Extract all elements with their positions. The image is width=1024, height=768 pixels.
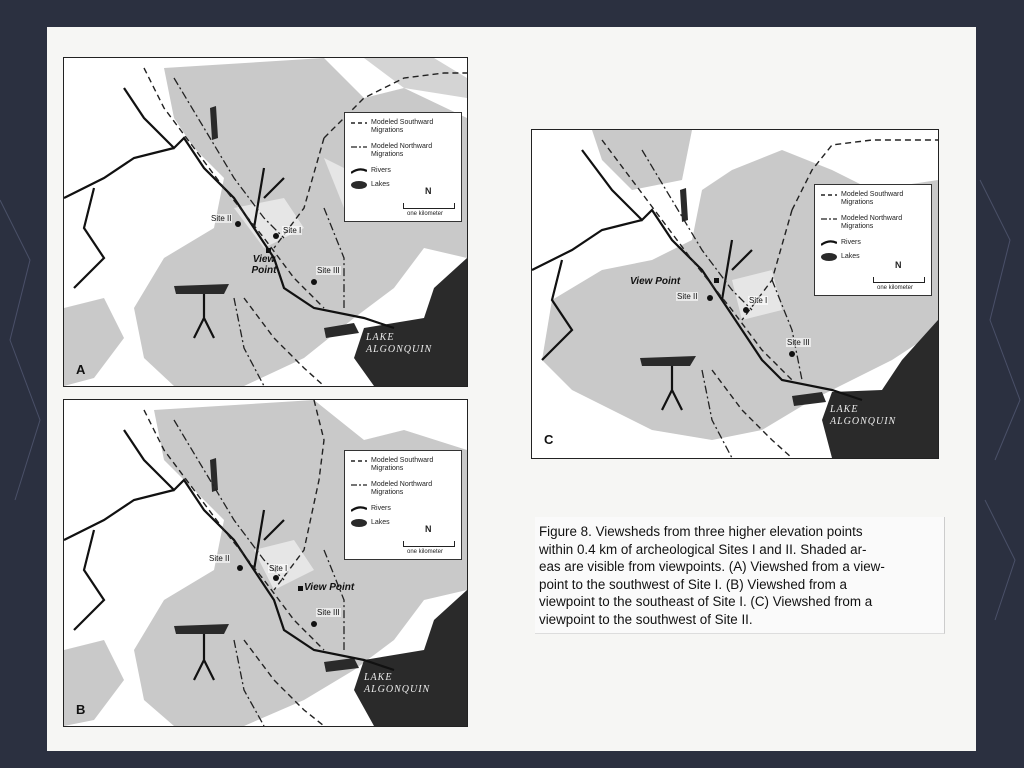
southward-line-icon [821,191,837,199]
caption-line-1: Figure 8. Viewsheds from three higher elevation points [539,524,863,539]
site-ii-marker-c [707,295,713,301]
river-line-icon [821,239,837,247]
lake-swatch-icon [351,519,367,527]
legend-lakes-a: Lakes [351,181,451,189]
caption-line-3: eas are visible from viewpoints. (A) Viewshed from a view- [539,559,885,575]
view-point-marker-a [266,248,271,253]
scale-bar [873,277,925,283]
scale-label-a: one kilometer [407,211,444,217]
scale-label-b: one kilometer [407,549,444,555]
figure-caption [535,517,945,634]
river-line-icon [351,505,367,513]
legend-rivers-a: Rivers [351,167,451,175]
site-ii-label-a: Site II [211,214,232,223]
view-point-label-a: View Point [251,254,277,276]
scale-label-c: one kilometer [877,285,914,291]
panel-letter-a: A [76,362,86,377]
site-i-marker-a [273,233,279,239]
legend-c [814,184,932,296]
legend-lakes-c: Lakes [821,253,921,261]
site-ii-marker-a [235,221,241,227]
legend-lakes-b: Lakes [351,519,451,527]
site-i-label-c: Site I [749,296,768,305]
view-point-label-c: View Point [630,276,681,287]
caption-line-6: viewpoint to the southwest of Site II. [539,611,753,627]
river-line-icon [351,167,367,175]
site-i-label-a: Site I [283,226,302,235]
southward-line-icon [351,119,367,127]
site-iii-label-a: Site III [317,266,340,275]
scanned-figure-page [47,27,976,751]
caption-line-2: within 0.4 km of archeological Sites I and II. Shaded ar- [539,541,867,557]
northward-line-icon [821,215,837,223]
site-iii-marker-a [311,279,317,285]
north-arrow-icon: N [425,186,432,196]
scale-bar [403,203,455,209]
caption-line-5: viewpoint to the southeast of Site I. (C) Viewshed from a [539,594,873,610]
site-iii-marker-b [311,621,317,627]
legend-b [344,450,462,560]
legend-southward-a: Modeled Southward Migrations [351,119,451,135]
site-iii-marker-c [789,351,795,357]
map-panel-b [63,399,468,727]
map-panel-a [63,57,468,387]
site-i-label-b: Site I [269,564,288,573]
site-iii-label-c: Site III [787,338,810,347]
legend-southward-b: Modeled Southward Migrations [351,457,451,473]
panel-letter-c: C [544,432,554,447]
lake-label-b: LAKE ALGONQUIN [364,672,431,695]
legend-northward-b: Modeled Northward Migrations [351,481,451,497]
site-ii-marker-b [237,565,243,571]
site-iii-label-b: Site III [317,608,340,617]
view-point-marker-c [714,278,719,283]
map-panel-c [531,129,939,459]
view-point-marker-b [298,586,303,591]
legend-a [344,112,462,222]
legend-southward-c: Modeled Southward Migrations [821,191,921,207]
lake-label-c: LAKE ALGONQUIN [830,404,897,427]
north-arrow-icon: N [895,260,902,270]
view-point-label-b: View Point [304,582,355,593]
scale-bar [403,541,455,547]
southward-line-icon [351,457,367,465]
legend-northward-c: Modeled Northward Migrations [821,215,921,231]
northward-line-icon [351,143,367,151]
lake-label-a: LAKE ALGONQUIN [366,332,433,355]
lake-swatch-icon [821,253,837,261]
legend-rivers-c: Rivers [821,239,921,247]
site-ii-label-b: Site II [209,554,230,563]
legend-rivers-b: Rivers [351,505,451,513]
northward-line-icon [351,481,367,489]
lake-swatch-icon [351,181,367,189]
north-arrow-icon: N [425,524,432,534]
caption-text [539,523,939,629]
panel-letter-b: B [76,702,86,717]
site-i-marker-b [273,575,279,581]
site-ii-label-c: Site II [677,292,698,301]
caption-line-4: point to the southwest of Site I. (B) Viewshed from a [539,576,847,592]
site-i-marker-c [743,307,749,313]
legend-northward-a: Modeled Northward Migrations [351,143,451,159]
